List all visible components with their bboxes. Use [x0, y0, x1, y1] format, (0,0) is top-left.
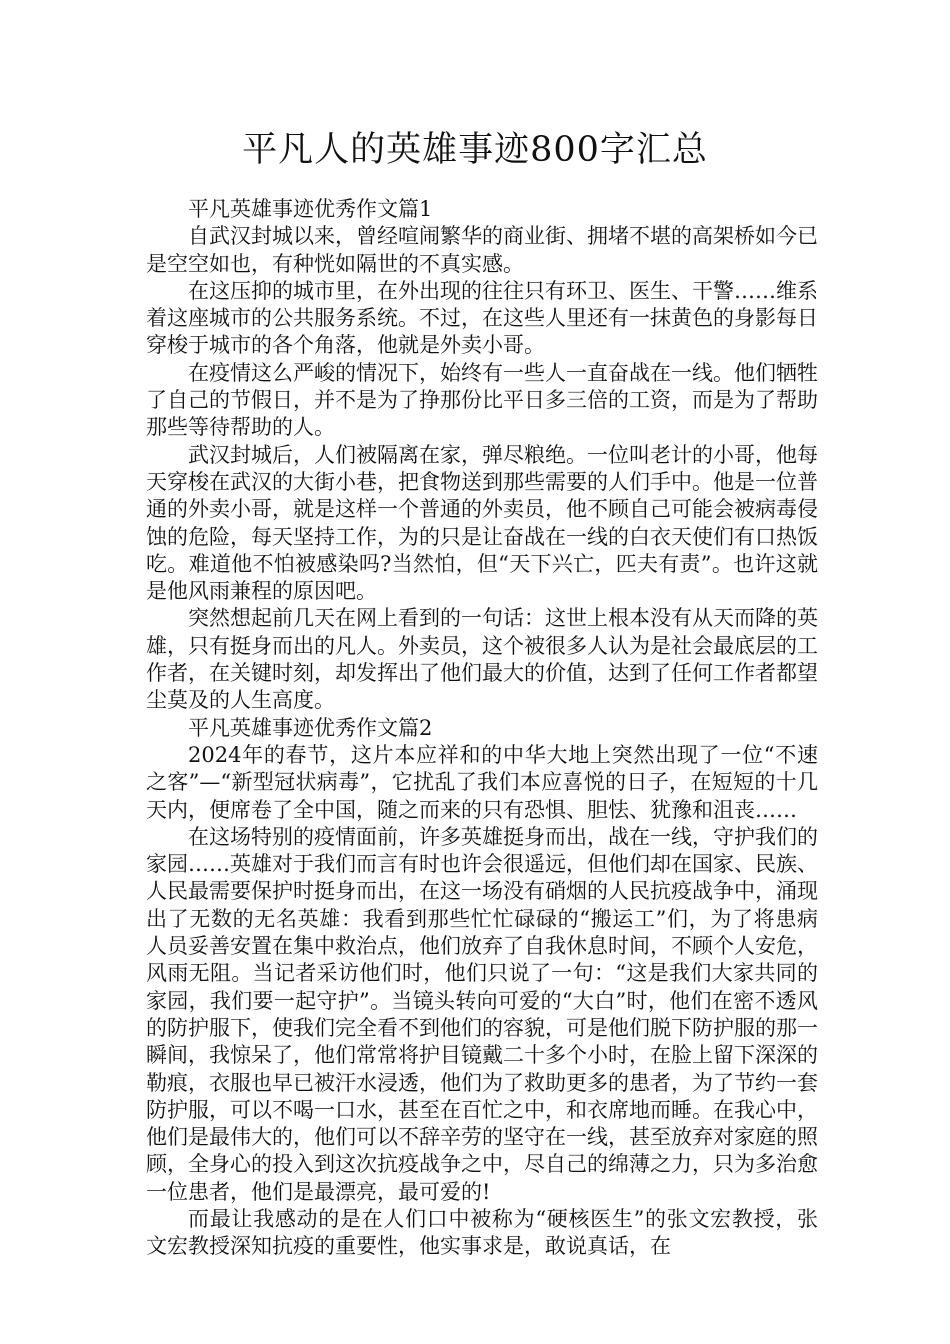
paragraph: 武汉封城后，人们被隔离在家，弹尽粮绝。一位叫老计的小哥，他每天穿梭在武汉的大街小巷，把食物送到那些需要的人们手中。他是一位普通的外卖小哥，就是这样一个普通的外卖员，他不顾自己可能会被病毒侵蚀的危险，每天坚持工作，为的只是让奋战在一线的白衣天使们有口热饭吃。难道他不怕被感染吗?当然怕，但“天下兴亡，匹夫有责”。也许这就是他风雨兼程的原因吧。: [146, 442, 818, 604]
paragraph: 自武汉封城以来，曾经喧闹繁华的商业街、拥堵不堪的高架桥如今已是空空如也，有种恍如隔世的不真实感。: [146, 224, 818, 276]
section-heading-1: 平凡英雄事迹优秀作文篇1: [188, 197, 433, 221]
paragraph: 而最让我感动的是在人们口中被称为“硬核医生”的张文宏教授，张文宏教授深知抗疫的重要性，他实事求是，敢说真话，在: [146, 1206, 818, 1259]
document-title: 平凡人的英雄事迹800字汇总: [242, 130, 708, 170]
paragraph: 2024年的春节，这片本应祥和的中华大地上突然出现了一位“不速之客”—“新型冠状病毒”，它扰乱了我们本应喜悦的日子，在短短的十几天内，便席卷了全中国，随之而来的只有恐惧、胆怯、犹豫和沮丧……: [146, 742, 818, 822]
section-heading-2: 平凡英雄事迹优秀作文篇2: [188, 715, 433, 740]
document-body: [146, 196, 818, 1261]
paragraph: 突然想起前几天在网上看到的一句话：这世上根本没有从天而降的英雄，只有挺身而出的凡人。外卖员，这个被很多人认为是社会最底层的工作者，在关键时刻，却发挥出了他们最大的价值，达到了任何工作者都望尘莫及的人生高度。: [146, 606, 818, 713]
paragraph: 在疫情这么严峻的情况下，始终有一些人一直奋战在一线。他们牺牲了自己的节假日，并不是为了挣那份比平日多三倍的工资，而是为了帮助那些等待帮助的人。: [146, 360, 818, 440]
paragraph: 在这场特别的疫情面前，许多英雄挺身而出，战在一线，守护我们的家园……英雄对于我们而言有时也许会很遥远，但他们却在国家、民族、人民最需要保护时挺身而出，在这一场没有硝烟的人民抗疫战争中，涌现出了无数的无名英雄：我看到那些忙忙碌碌的“搬运工”们，为了将患病人员妥善安置在集中救治点，他们放弃了自我休息时间，不顾个人安危，风雨无阻。当记者采访他们时，他们只说了一句：“这是我们大家共同的家园，我们要一起守护”。当镜头转向可爱的“大白”时，他们在密不透风的防护服下，使我们完全看不到他们的容貌，可是他们脱下防护服的那一瞬间，我惊呆了，他们常常将护目镜戴二十多个小时，在脸上留下深深的勒痕，衣服也早已被汗水浸透，他们为了救助更多的患者，为了节约一套防护服，可以不喝一口水，甚至在百忙之中，和衣席地而睡。在我心中，他们是最伟大的，他们可以不辞辛劳的坚守在一线，甚至放弃对家庭的照顾，全身心的投入到这次抗疫战争之中，尽自己的绵薄之力，只为多治愈一位患者，他们是最漂亮，最可爱的!: [146, 824, 818, 1204]
paragraph: 在这压抑的城市里，在外出现的往往只有环卫、医生、干警……维系着这座城市的公共服务系统。不过，在这些人里还有一抹黄色的身影每日穿梭于城市的各个角落，他就是外卖小哥。: [146, 278, 818, 358]
